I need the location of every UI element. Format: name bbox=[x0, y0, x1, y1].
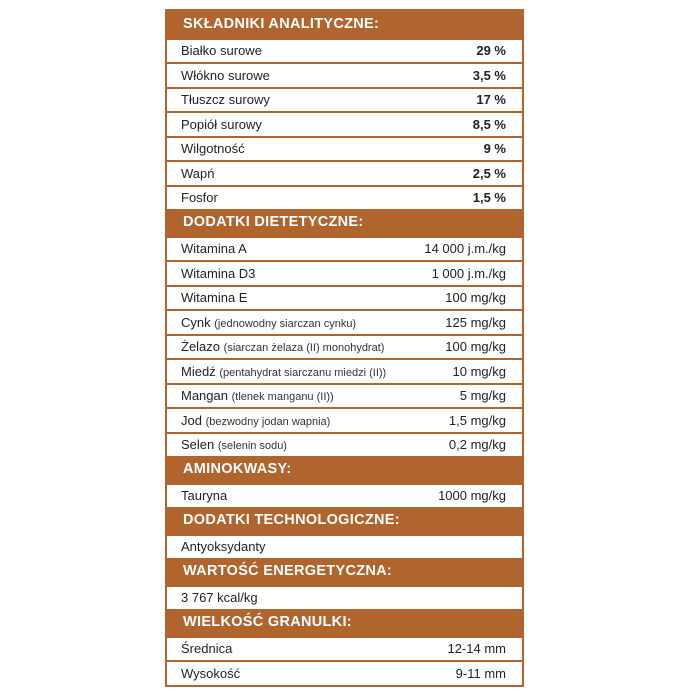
row-label: Fosfor bbox=[181, 190, 218, 206]
row-label-group bbox=[181, 68, 270, 83]
row-label-group bbox=[181, 290, 247, 305]
row-label: Witamina E bbox=[181, 290, 248, 306]
table-row bbox=[167, 185, 522, 210]
row-label-group bbox=[181, 190, 218, 205]
section-header: DODATKI TECHNOLOGICZNE: bbox=[167, 507, 522, 534]
row-value: 1000 mg/kg bbox=[438, 488, 506, 504]
row-value: 1 000 j.m./kg bbox=[431, 265, 506, 281]
table-row bbox=[167, 407, 522, 432]
row-label: Witamina D3 bbox=[181, 265, 256, 281]
row-label-group bbox=[181, 92, 270, 107]
row-label: Antyoksydanty bbox=[181, 539, 266, 555]
row-label: Włókno surowe bbox=[181, 67, 270, 83]
composition-table bbox=[165, 9, 524, 687]
row-note: (selenin sodu) bbox=[217, 440, 287, 453]
row-label-group bbox=[181, 266, 255, 281]
row-note: (bezwodny jodan wapnia) bbox=[205, 415, 331, 428]
row-label-group bbox=[181, 117, 262, 132]
row-label-group bbox=[181, 590, 258, 605]
row-value: 125 mg/kg bbox=[445, 314, 506, 330]
table-row bbox=[167, 534, 522, 559]
row-label: Popiół surowy bbox=[181, 116, 262, 132]
row-label: 3 767 kcal/kg bbox=[181, 590, 258, 606]
row-label-group bbox=[181, 413, 330, 428]
table-row bbox=[167, 136, 522, 161]
section bbox=[167, 209, 522, 456]
row-label: Żelazo bbox=[181, 339, 221, 355]
row-note: (tlenek manganu (II)) bbox=[231, 391, 334, 404]
row-label: Wysokość bbox=[181, 665, 241, 681]
row-value: 3,5 % bbox=[472, 67, 506, 83]
table-row bbox=[167, 383, 522, 408]
table-row bbox=[167, 236, 522, 261]
row-value: 2,5 % bbox=[472, 165, 506, 181]
row-label-group bbox=[181, 241, 247, 256]
row-label-group bbox=[181, 141, 245, 156]
table-row bbox=[167, 160, 522, 185]
section bbox=[167, 507, 522, 558]
table-row bbox=[167, 260, 522, 285]
table-row bbox=[167, 62, 522, 87]
row-value: 5 mg/kg bbox=[459, 388, 506, 404]
row-label: Mangan bbox=[181, 388, 228, 404]
row-note: (pentahydrat siarczanu miedzi (II)) bbox=[219, 366, 387, 379]
table-row bbox=[167, 358, 522, 383]
row-label: Jod bbox=[181, 412, 202, 428]
row-label-group bbox=[181, 437, 287, 452]
row-label-group bbox=[181, 539, 266, 554]
row-label: Wilgotność bbox=[181, 141, 245, 157]
row-value: 100 mg/kg bbox=[445, 339, 506, 355]
row-value: 1,5 mg/kg bbox=[448, 412, 506, 428]
section-header: WIELKOŚĆ GRANULKI: bbox=[167, 609, 522, 636]
table-row bbox=[167, 585, 522, 610]
row-label-group bbox=[181, 488, 227, 503]
row-value: 17 % bbox=[476, 92, 506, 108]
row-label-group bbox=[181, 315, 356, 330]
row-label: Witamina A bbox=[181, 241, 247, 257]
row-value: 29 % bbox=[476, 43, 506, 59]
row-value: 9 % bbox=[483, 141, 506, 157]
row-label: Tłuszcz surowy bbox=[181, 92, 270, 108]
table-row bbox=[167, 334, 522, 359]
row-label: Białko surowe bbox=[181, 43, 262, 59]
table-row bbox=[167, 87, 522, 112]
row-value: 8,5 % bbox=[472, 116, 506, 132]
row-value: 12-14 mm bbox=[447, 641, 506, 657]
row-value: 0,2 mg/kg bbox=[448, 437, 506, 453]
section-header: DODATKI DIETETYCZNE: bbox=[167, 209, 522, 236]
row-note: (jednowodny siarczan cynku) bbox=[214, 317, 357, 330]
row-label: Miedź bbox=[181, 363, 216, 379]
row-label: Średnica bbox=[181, 641, 233, 657]
section bbox=[167, 11, 522, 209]
row-label-group bbox=[181, 388, 334, 403]
section-header: AMINOKWASY: bbox=[167, 456, 522, 483]
row-value: 9-11 mm bbox=[455, 665, 506, 681]
row-label-group bbox=[181, 339, 384, 354]
row-label: Selen bbox=[181, 437, 215, 453]
row-value: 1,5 % bbox=[472, 190, 506, 206]
row-value: 14 000 j.m./kg bbox=[424, 241, 506, 257]
row-label-group bbox=[181, 666, 240, 681]
table-row bbox=[167, 432, 522, 457]
row-label-group bbox=[181, 364, 386, 379]
section-header: SKŁADNIKI ANALITYCZNE: bbox=[167, 11, 522, 38]
table-row bbox=[167, 285, 522, 310]
row-value: 100 mg/kg bbox=[445, 290, 506, 306]
row-label-group bbox=[181, 166, 214, 181]
table-row bbox=[167, 660, 522, 685]
row-label-group bbox=[181, 43, 262, 58]
row-label: Tauryna bbox=[181, 488, 228, 504]
row-note: (siarczan żelaza (II) monohydrat) bbox=[223, 342, 385, 355]
row-label: Wapń bbox=[181, 165, 215, 181]
table-row bbox=[167, 111, 522, 136]
table-row bbox=[167, 636, 522, 661]
row-label-group bbox=[181, 641, 232, 656]
row-label: Cynk bbox=[181, 314, 211, 330]
section bbox=[167, 456, 522, 507]
section bbox=[167, 609, 522, 685]
table-row bbox=[167, 38, 522, 63]
row-value: 10 mg/kg bbox=[452, 363, 506, 379]
table-row bbox=[167, 483, 522, 508]
table-row bbox=[167, 309, 522, 334]
section-header: WARTOŚĆ ENERGETYCZNA: bbox=[167, 558, 522, 585]
section bbox=[167, 558, 522, 609]
